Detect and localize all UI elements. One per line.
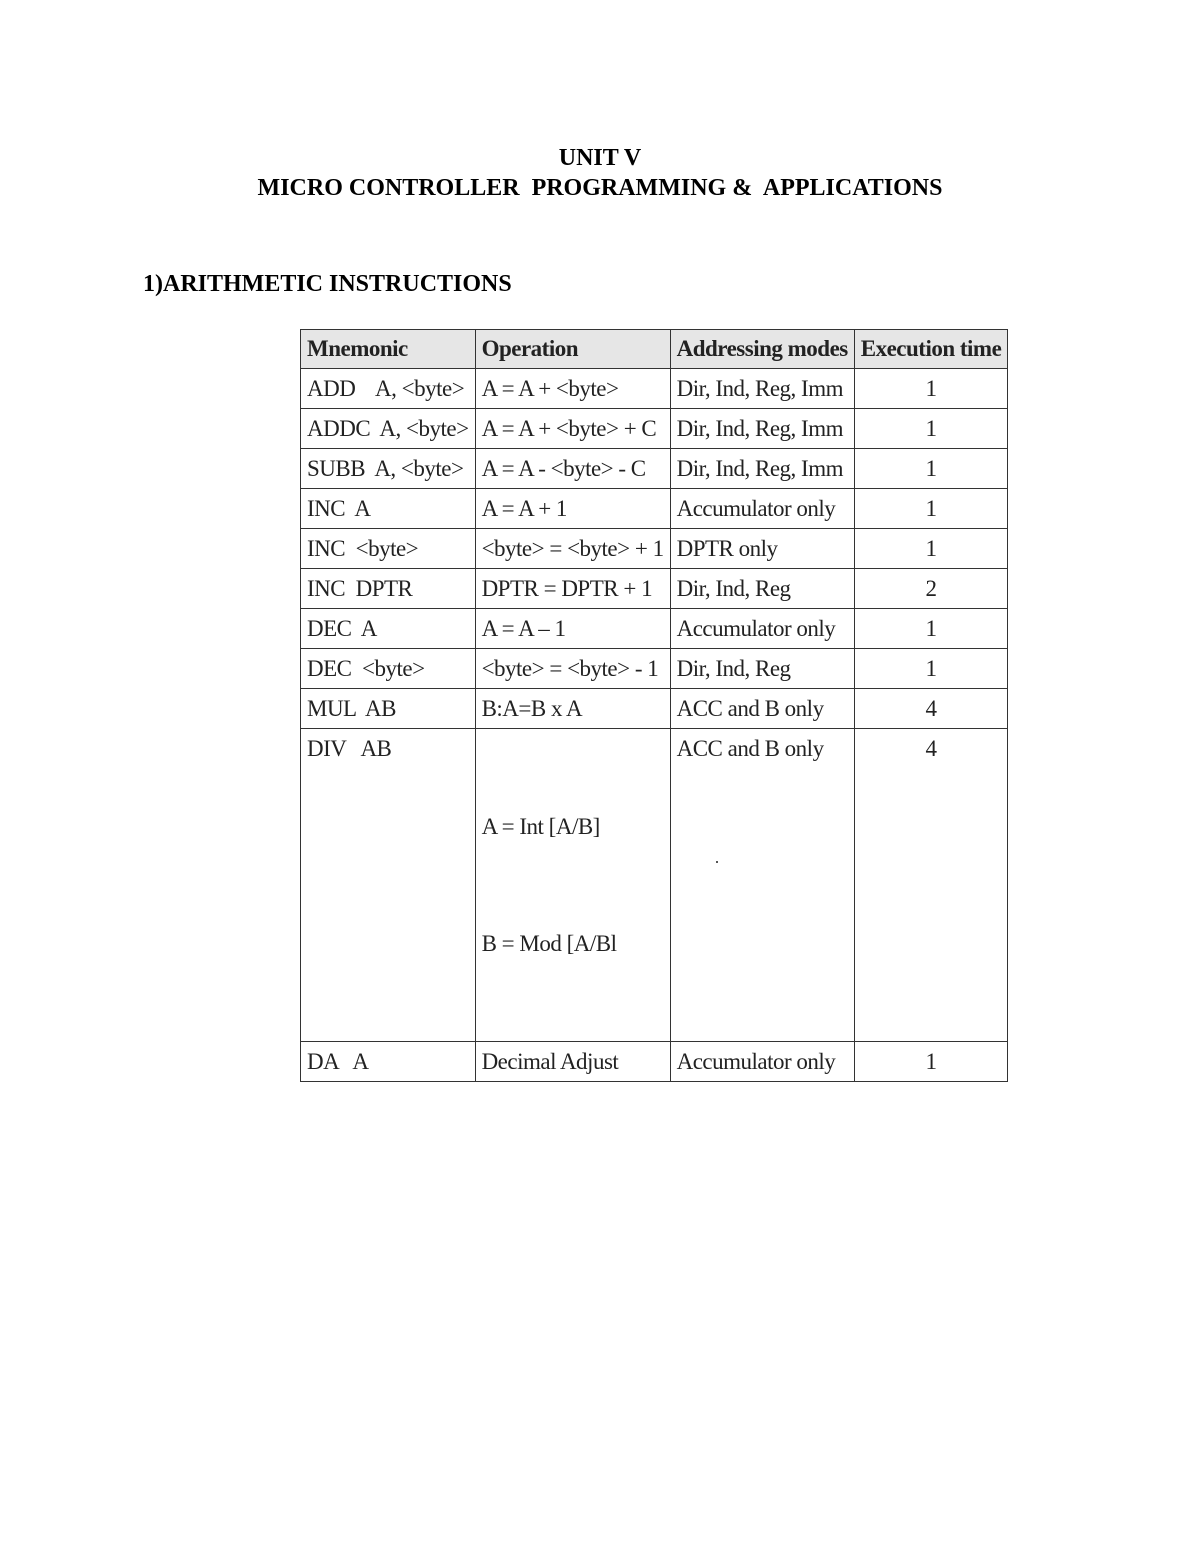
column-header-addressing-modes: Addressing modes <box>670 330 854 369</box>
table-row <box>301 1042 1008 1082</box>
mnemonic-cell: INC A <box>301 489 476 529</box>
mnemonic-cell: DEC A <box>301 609 476 649</box>
addressing-modes-cell: ACC and B only <box>670 729 854 1042</box>
addressing-modes-cell: DPTR only <box>670 529 854 569</box>
operation-cell: B:A=B x A <box>475 689 670 729</box>
addressing-modes-cell: Dir, Ind, Reg, Imm <box>670 409 854 449</box>
table-row <box>301 689 1008 729</box>
operation-line-1: A = Int [A/B] <box>481 814 600 839</box>
operation-line-2: B = Mod [A/Bl <box>481 931 617 956</box>
execution-time-cell: 1 <box>854 489 1008 529</box>
unit-title: UNIT V <box>558 145 642 171</box>
mnemonic-cell: DIV AB <box>301 729 476 1042</box>
addressing-modes-cell: Dir, Ind, Reg, Imm <box>670 449 854 489</box>
execution-time-cell: 1 <box>854 609 1008 649</box>
mnemonic-cell: DA A <box>301 1042 476 1082</box>
operation-cell: <byte> = <byte> + 1 <box>475 529 670 569</box>
operation-cell: A = A – 1 <box>475 609 670 649</box>
operation-cell: DPTR = DPTR + 1 <box>475 569 670 609</box>
operation-cell: A = A + 1 <box>475 489 670 529</box>
column-header-mnemonic: Mnemonic <box>301 330 476 369</box>
stray-dot <box>716 861 718 863</box>
arithmetic-instructions-table <box>300 329 1008 1082</box>
execution-time-cell: 4 <box>854 689 1008 729</box>
operation-cell: <byte> = <byte> - 1 <box>475 649 670 689</box>
table-row <box>301 529 1008 569</box>
operation-cell: A = A + <byte> <box>475 369 670 409</box>
execution-time-cell: 1 <box>854 529 1008 569</box>
addressing-modes-cell: Dir, Ind, Reg <box>670 569 854 609</box>
execution-time-cell: 1 <box>854 1042 1008 1082</box>
addressing-modes-cell: Dir, Ind, Reg, Imm <box>670 369 854 409</box>
operation-cell <box>475 729 670 1042</box>
operation-cell: A = A + <byte> + C <box>475 409 670 449</box>
execution-time-cell: 1 <box>854 649 1008 689</box>
column-header-operation: Operation <box>475 330 670 369</box>
execution-time-cell: 4 <box>854 729 1008 1042</box>
table-row <box>301 609 1008 649</box>
table-row <box>301 489 1008 529</box>
table-row <box>301 409 1008 449</box>
addressing-modes-cell: Accumulator only <box>670 609 854 649</box>
operation-cell: Decimal Adjust <box>475 1042 670 1082</box>
mnemonic-cell: INC DPTR <box>301 569 476 609</box>
mnemonic-cell: SUBB A, <byte> <box>301 449 476 489</box>
addressing-modes-cell: Accumulator only <box>670 489 854 529</box>
mnemonic-cell: DEC <byte> <box>301 649 476 689</box>
mnemonic-cell: INC <byte> <box>301 529 476 569</box>
table-row <box>301 449 1008 489</box>
mnemonic-cell: ADD A, <byte> <box>301 369 476 409</box>
addressing-modes-cell: ACC and B only <box>670 689 854 729</box>
execution-time-cell: 1 <box>854 369 1008 409</box>
mnemonic-cell: MUL AB <box>301 689 476 729</box>
document-title: MICRO CONTROLLER PROGRAMMING & APPLICATIONS <box>257 175 943 201</box>
execution-time-cell: 2 <box>854 569 1008 609</box>
column-header-execution-time: Execution time <box>854 330 1008 369</box>
execution-time-cell: 1 <box>854 449 1008 489</box>
mnemonic-cell: ADDC A, <byte> <box>301 409 476 449</box>
operation-cell: A = A - <byte> - C <box>475 449 670 489</box>
execution-time-cell: 1 <box>854 409 1008 449</box>
table-header-row <box>301 330 1008 369</box>
table-row <box>301 369 1008 409</box>
addressing-modes-cell: Dir, Ind, Reg <box>670 649 854 689</box>
table-row <box>301 649 1008 689</box>
addressing-modes-cell: Accumulator only <box>670 1042 854 1082</box>
table-row <box>301 569 1008 609</box>
section-heading: 1)ARITHMETIC INSTRUCTIONS <box>143 271 512 297</box>
table-row <box>301 729 1008 1042</box>
